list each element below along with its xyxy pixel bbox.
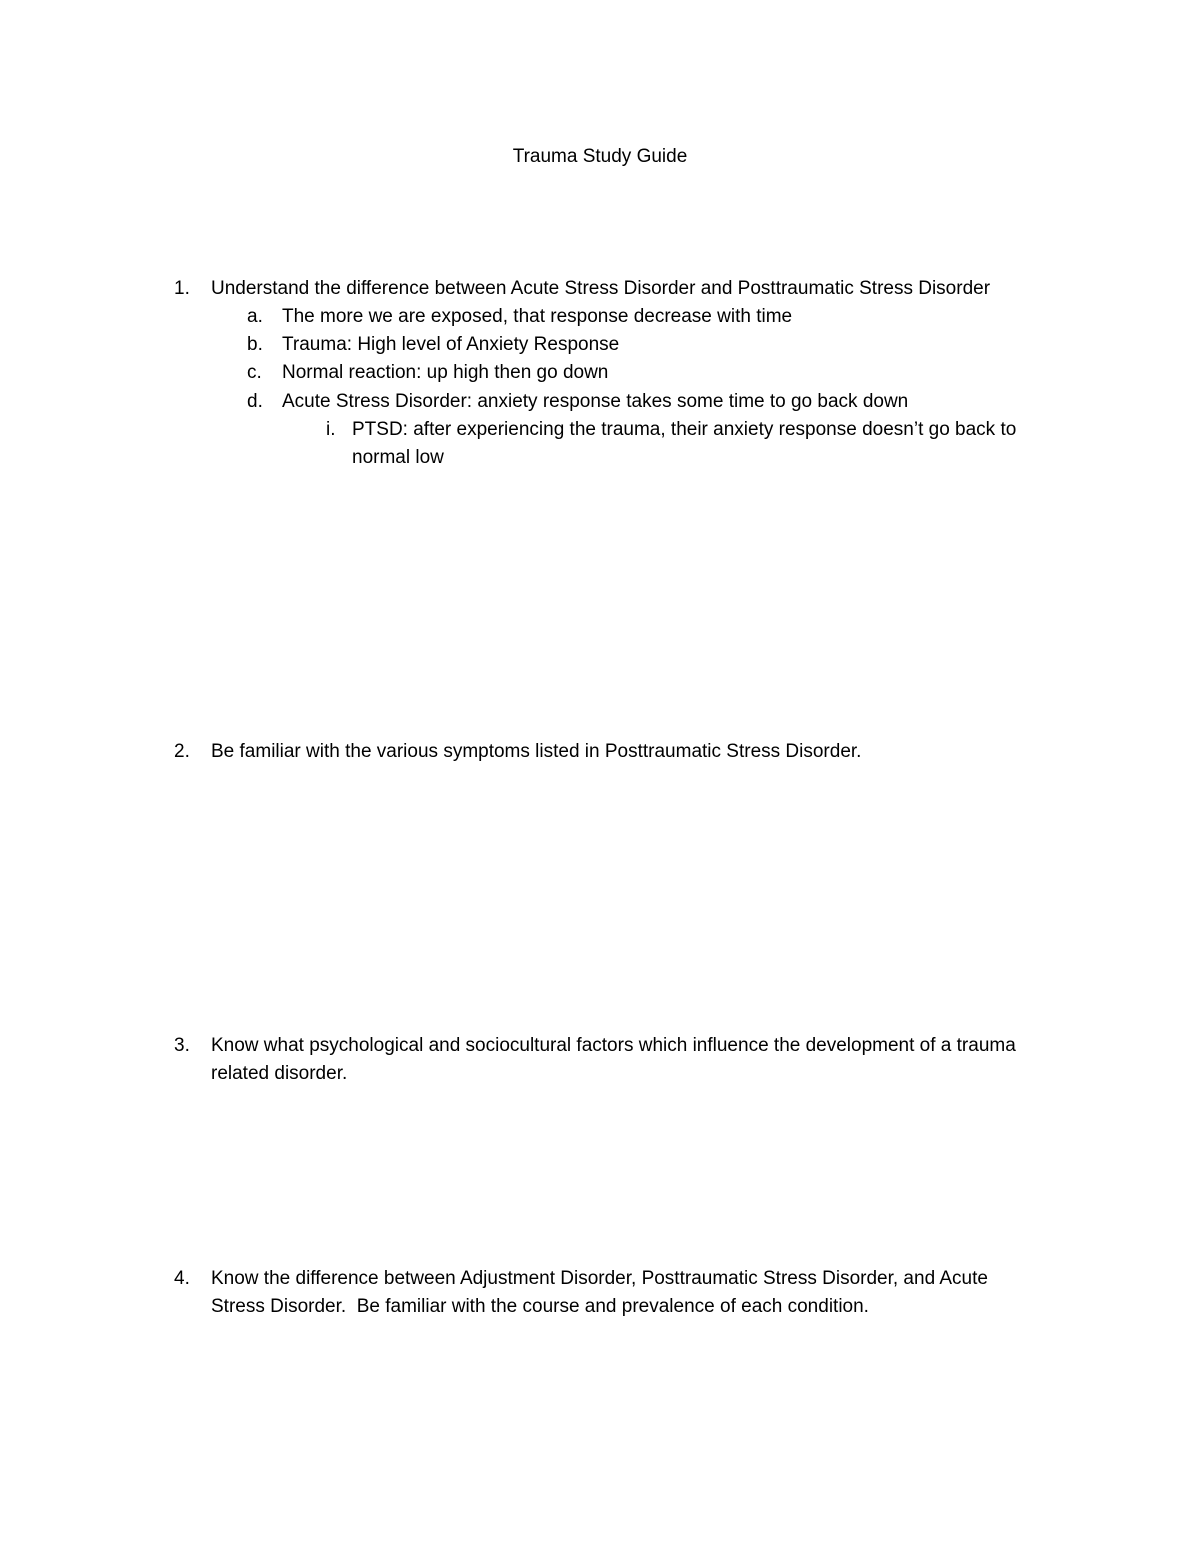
sub-item-text: Normal reaction: up high then go down (282, 362, 609, 383)
sub-item-text: Trauma: High level of Anxiety Response (282, 334, 620, 355)
document-title: Trauma Study Guide (512, 146, 688, 167)
question-number: 4. (174, 1268, 190, 1289)
question-text: Understand the difference between Acute Stress Disorder and Posttraumatic Stress Disorder (211, 278, 991, 299)
question-text-continued: related disorder. (211, 1063, 348, 1084)
sub-item-marker: c. (247, 362, 262, 383)
question-text: Know what psychological and sociocultural factors which influence the development of a trauma (211, 1035, 1016, 1056)
question-number: 3. (174, 1035, 190, 1056)
question-text-continued: Stress Disorder. Be familiar with the course and prevalence of each condition. (211, 1296, 869, 1317)
sub-item-text: Acute Stress Disorder: anxiety response takes some time to go back down (282, 391, 909, 412)
sub-item-marker: b. (247, 334, 263, 355)
sub-sub-item-text-continued: normal low (352, 447, 444, 468)
sub-item-marker: d. (247, 391, 263, 412)
question-text: Be familiar with the various symptoms listed in Posttraumatic Stress Disorder. (211, 741, 862, 762)
question-number: 2. (174, 741, 190, 762)
sub-sub-item-text: PTSD: after experiencing the trauma, their anxiety response doesn’t go back to (352, 419, 1017, 440)
sub-item-text: The more we are exposed, that response decrease with time (282, 306, 793, 327)
sub-sub-item-marker: i. (326, 419, 336, 440)
question-number: 1. (174, 278, 190, 299)
question-text: Know the difference between Adjustment Disorder, Posttraumatic Stress Disorder, and Acute (211, 1268, 988, 1289)
sub-item-marker: a. (247, 306, 263, 327)
